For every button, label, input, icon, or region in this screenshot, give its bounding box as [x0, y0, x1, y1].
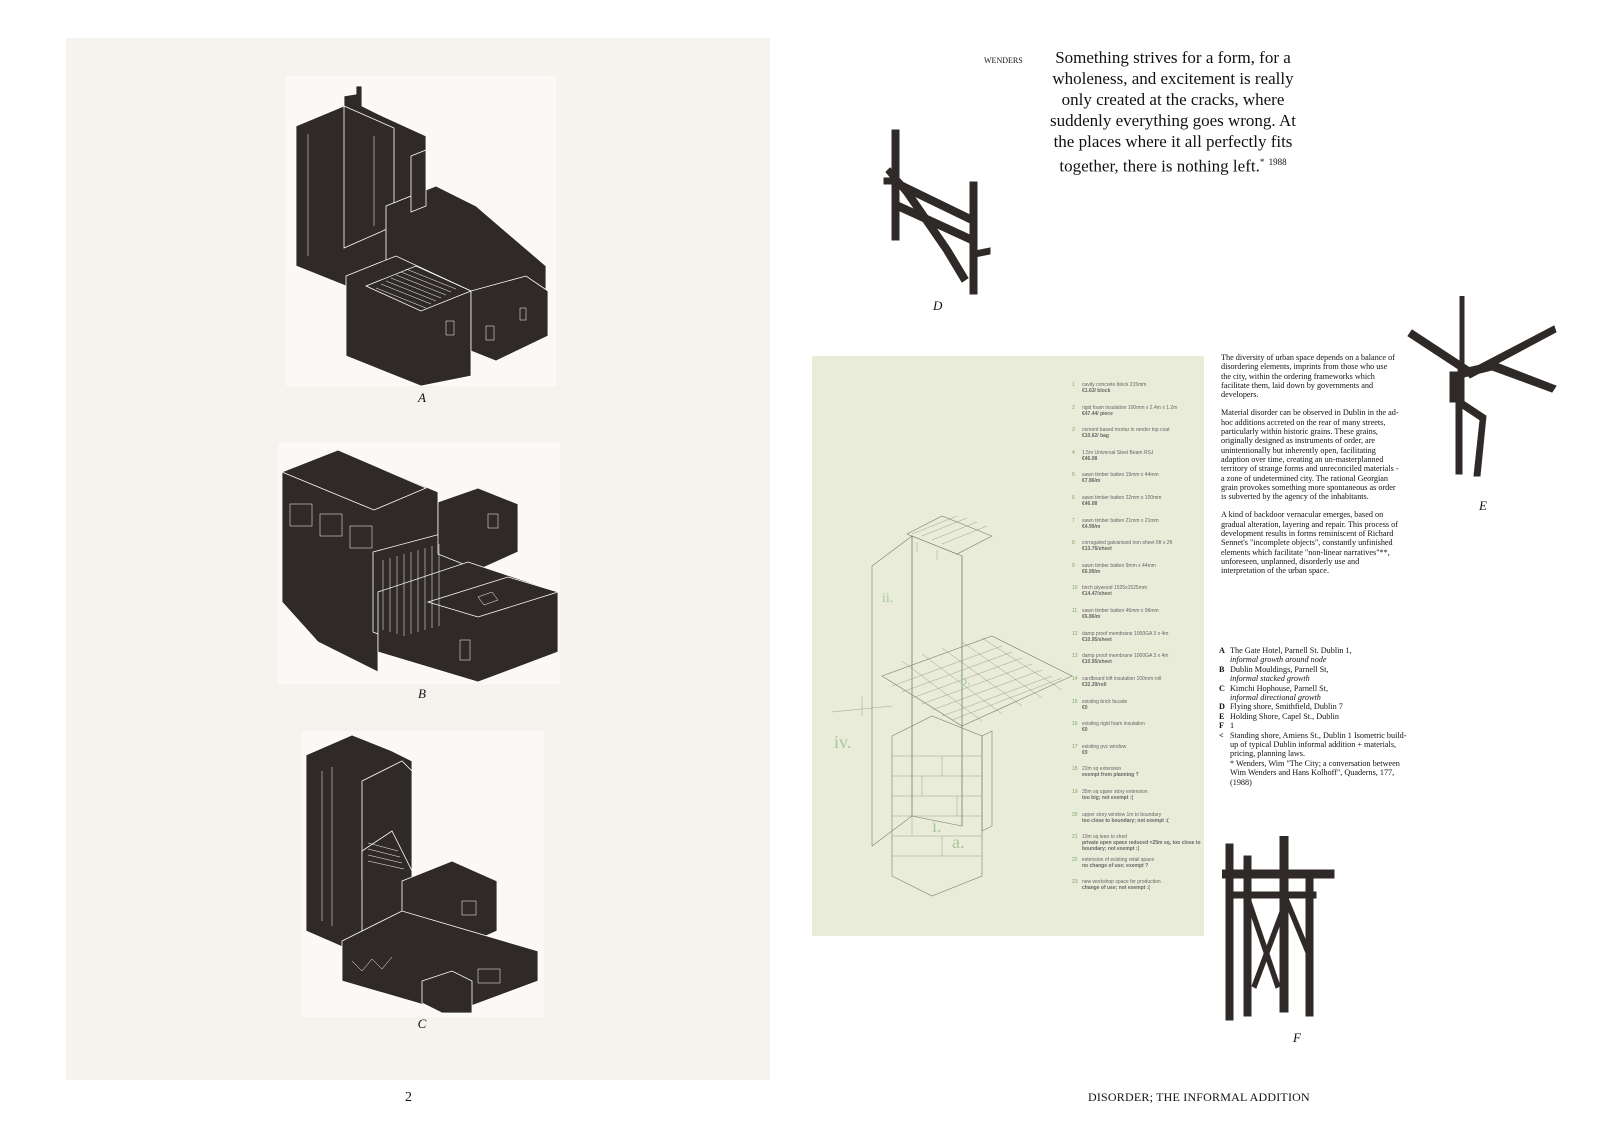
spec-item	[1072, 811, 1210, 824]
quote-line: together, there is nothing left.	[1059, 156, 1260, 176]
legend-sub: informal directional growth	[1230, 693, 1321, 703]
spec-description: existing brick facade	[1082, 698, 1128, 705]
flying-shore-d-drawing	[880, 128, 1000, 298]
spec-item	[1072, 743, 1210, 756]
spec-description: existing rigid foam insulation	[1082, 721, 1145, 728]
quote-line: Something strives for a form, for a	[1055, 48, 1291, 67]
caption-d: D	[933, 298, 943, 313]
spec-price: €1.63/ block	[1082, 388, 1111, 394]
spec-description: sawn timber batten 21mm x 21mm	[1082, 517, 1159, 524]
spec-description: 1.5m Universal Steel Beam RSJ	[1082, 449, 1154, 456]
spec-number: 14	[1072, 675, 1078, 682]
spec-number: 19	[1072, 788, 1078, 795]
legend-text: Standing shore, Amiens St., Dublin 1 Isometric build-up of typical Dublin informal addition + materials, pricing, planning laws.	[1230, 730, 1407, 759]
legend-key	[1219, 759, 1230, 787]
spec-number: 23	[1072, 879, 1078, 886]
quote-line: wholeness, and excitement is really	[1052, 69, 1294, 88]
spec-price: €14.47/sheet	[1082, 591, 1112, 598]
spec-item	[1072, 879, 1210, 892]
spec-item	[1072, 517, 1210, 530]
quote-line: the places where it all perfectly fits	[1053, 132, 1293, 151]
legend-row	[1219, 684, 1409, 703]
legend-text: Flying shore, Smithfield, Dublin 7	[1230, 702, 1343, 712]
spec-price: €0	[1082, 704, 1088, 711]
spec-description: sawn timber batten 9mm x 44mm	[1082, 562, 1156, 569]
spec-description: cement based mortar in render top coat	[1082, 427, 1170, 434]
legend-row	[1219, 702, 1409, 711]
quote-mark: *	[1259, 157, 1265, 167]
spec-number: 15	[1072, 698, 1078, 705]
legend-key: B	[1219, 664, 1225, 674]
quote-year: 1988	[1268, 157, 1287, 167]
spec-description: sawn timber batten 22mm x 100mm	[1082, 495, 1162, 502]
label-b: b.	[960, 674, 971, 689]
spec-description: sawn timber batten 19mm x 44mm	[1082, 472, 1159, 479]
spec-price: too big; not exempt :(	[1082, 794, 1134, 801]
legend-key: C	[1219, 683, 1225, 693]
spec-price: €46.08	[1082, 501, 1098, 508]
spec-description: extension of existing retail space	[1082, 856, 1155, 863]
spec-number: 12	[1072, 630, 1078, 637]
spec-description: damp proof membrane 1000GA 3 x 4m	[1082, 630, 1169, 637]
label-iv: iv.	[834, 732, 852, 752]
legend-row	[1219, 731, 1409, 759]
label-i: i.	[932, 816, 942, 836]
legend-key: E	[1219, 711, 1225, 721]
spec-price: €0	[1082, 749, 1088, 756]
spec-description: new workshop space for production	[1082, 879, 1161, 886]
legend-row	[1219, 646, 1409, 665]
legend-key: D	[1219, 702, 1225, 712]
legend-row	[1219, 665, 1409, 684]
building-c-drawing	[302, 731, 544, 1017]
legend-key: F	[1219, 721, 1225, 731]
building-c-panel	[302, 731, 544, 1017]
spec-description: 35m sq upper story extension	[1082, 788, 1148, 795]
spec-item	[1072, 856, 1210, 869]
spec-description: 22m sq extension	[1082, 766, 1122, 773]
spec-description: existing pvc window	[1082, 743, 1127, 750]
spec-number: 7	[1072, 517, 1075, 524]
spec-item	[1072, 404, 1210, 417]
spec-price: €47.44/ piece	[1082, 410, 1113, 417]
spec-number: 18	[1072, 766, 1078, 773]
caption-c: C	[417, 1016, 427, 1031]
spec-number: 16	[1072, 721, 1078, 728]
legend-sub: informal stacked growth	[1230, 674, 1310, 684]
spec-price: €4.99/m	[1082, 523, 1101, 530]
spec-description: birch plywood 1525x1525mm	[1082, 585, 1148, 592]
spec-description: cardboard loft insulation 100mm roll	[1082, 675, 1162, 682]
isometric-buildup-sheet	[812, 356, 1204, 936]
caption-b: B	[418, 686, 426, 701]
spec-description: corrugated galvanised iron sheet 6ft x 2ft	[1082, 540, 1173, 547]
legend-row	[1219, 759, 1409, 787]
spec-price: change of use; not exempt :(	[1082, 885, 1151, 892]
spec-item	[1072, 721, 1210, 734]
spec-price: no change of use; exempt ?	[1082, 862, 1149, 869]
spec-number: 22	[1072, 856, 1078, 863]
spec-item	[1072, 562, 1210, 575]
spec-number: 9	[1072, 562, 1075, 569]
spec-price: €10.95/sheet	[1082, 636, 1112, 643]
paragraph: A kind of backdoor vernacular emerges, based on gradual alteration, layering and repair. This process of development results in forms reminiscent of Richard Sennet's "incomplete objects", constantly unfinished elements which facilitate "non-linear narratives"**, unforeseen, unplanned, disorderly use and interpretation of the urban space.	[1221, 510, 1398, 576]
spec-item	[1072, 472, 1210, 485]
spec-item	[1072, 449, 1210, 462]
paragraph: The diversity of urban space depends on a balance of disordering elements, imprints from those who use the city, within the ordering frameworks which facilitate them, laid down by governments and developers.	[1221, 353, 1395, 400]
spec-number: 17	[1072, 743, 1078, 750]
spec-price: €6.86/m	[1082, 614, 1101, 621]
spec-number: 6	[1072, 495, 1075, 502]
legend-text: Holding Shore, Capel St., Dublin	[1230, 711, 1339, 721]
spec-item	[1072, 495, 1210, 508]
spec-number: 2	[1072, 404, 1075, 411]
spec-price: too close to boundary; not exempt :(	[1082, 817, 1169, 824]
label-ii: ii.	[882, 591, 894, 606]
spec-item	[1072, 382, 1210, 394]
spec-number: 4	[1072, 449, 1075, 456]
paragraph: Material disorder can be observed in Dublin in the ad-hoc additions accreted on the rear of many streets, particularly within historic grains. These grains, originally designed as instruments of order, are unintentionally but inherently open, facilitating adaption over time, creating an un-masterplanned territory of strange forms and unreconciled materials - a zone of undetermined city. The rational Georgian grain provokes something more spontaneous as order is subverted by the agency of the inhabitants.	[1221, 408, 1399, 502]
spec-item	[1072, 427, 1210, 440]
spec-item	[1072, 608, 1210, 621]
spec-number: 1	[1072, 382, 1075, 388]
spec-description: rigid foam insulation 100mm x 2.4m x 1.2m	[1082, 404, 1178, 411]
legend-sub: informal growth around node	[1230, 655, 1327, 665]
spec-description: sawn timber batten 46mm x 96mm	[1082, 608, 1159, 615]
legend-key: A	[1219, 646, 1225, 655]
legend-text: Kimchi Hophouse, Parnell St,	[1230, 683, 1329, 693]
spec-item	[1072, 698, 1210, 711]
building-a-drawing	[286, 76, 556, 386]
chapter-footer: DISORDER; THE INFORMAL ADDITION	[1088, 1090, 1310, 1104]
spec-description: cavity concrete block 215mm	[1082, 382, 1147, 388]
spec-number: 13	[1072, 653, 1078, 660]
spec-price: €13.76/sheet	[1082, 546, 1112, 553]
building-a-panel	[286, 76, 556, 386]
spec-item	[1072, 675, 1210, 688]
legend-text: * Wenders, Wim "The City; a conversation between Wim Wenders and Hans Kolhoff", Quaderns, 177, (1988)	[1230, 758, 1400, 787]
spec-number: 20	[1072, 811, 1078, 818]
legend-key: <	[1219, 730, 1224, 740]
spec-price: private open space reduced <25m sq, too close to boundary; not exempt :(	[1082, 840, 1201, 853]
spec-item	[1072, 540, 1210, 553]
building-b-panel	[278, 442, 560, 684]
spec-price: €10.62/ bag	[1082, 433, 1109, 440]
spec-price: €46.08	[1082, 455, 1098, 462]
building-b-drawing	[278, 442, 560, 684]
legend-text: 1	[1230, 721, 1235, 731]
quote-line: suddenly everything goes wrong. At	[1050, 111, 1296, 130]
caption-f: F	[1293, 1030, 1301, 1045]
spec-list	[1070, 382, 1200, 902]
wenders-quote	[984, 47, 1328, 177]
spec-price: €10.95/sheet	[1082, 659, 1112, 666]
spec-price: €7.86/m	[1082, 478, 1101, 485]
spec-description: damp proof membrane 1000GA 3 x 4m	[1082, 653, 1169, 660]
holding-shore-e-drawing	[1406, 296, 1558, 494]
label-a: a.	[952, 832, 965, 852]
body-text	[1221, 353, 1399, 585]
quote-speaker: WENDERS	[984, 56, 1023, 65]
spec-number: 11	[1072, 608, 1078, 615]
quote-line: only created at the cracks, where	[1061, 90, 1285, 109]
page-number: 2	[405, 1090, 412, 1105]
spec-description: upper story window 1m to boundary	[1082, 811, 1162, 818]
spec-price: exempt from planning ?	[1082, 772, 1139, 779]
legend-text: The Gate Hotel, Parnell St. Dublin 1,	[1230, 646, 1352, 655]
spec-item	[1072, 630, 1210, 643]
spec-description: 10m sq lean to shed	[1082, 834, 1128, 841]
left-page	[66, 38, 770, 1080]
spec-item	[1072, 788, 1210, 801]
quote-line-last	[1018, 152, 1328, 177]
spec-price: €6.99/m	[1082, 568, 1101, 575]
spec-item	[1072, 585, 1210, 598]
legend-row	[1219, 712, 1409, 721]
legend-row	[1219, 721, 1409, 730]
legend-text: Dublin Mouldings, Parnell St,	[1230, 664, 1329, 674]
spec-number: 10	[1072, 585, 1078, 592]
spec-item	[1072, 834, 1210, 853]
spec-price: €32.39/roll	[1082, 681, 1107, 688]
spec-number: 5	[1072, 472, 1075, 479]
spec-item	[1072, 766, 1210, 779]
caption-a: A	[418, 390, 426, 405]
spec-item	[1072, 653, 1210, 666]
figure-legend	[1219, 646, 1409, 787]
spec-number: 8	[1072, 540, 1075, 547]
spec-number: 3	[1072, 427, 1075, 434]
standing-shore-f-drawing	[1222, 836, 1338, 1022]
spec-number: 21	[1072, 834, 1078, 841]
caption-e: E	[1479, 498, 1487, 513]
spec-price: €0	[1082, 727, 1088, 734]
